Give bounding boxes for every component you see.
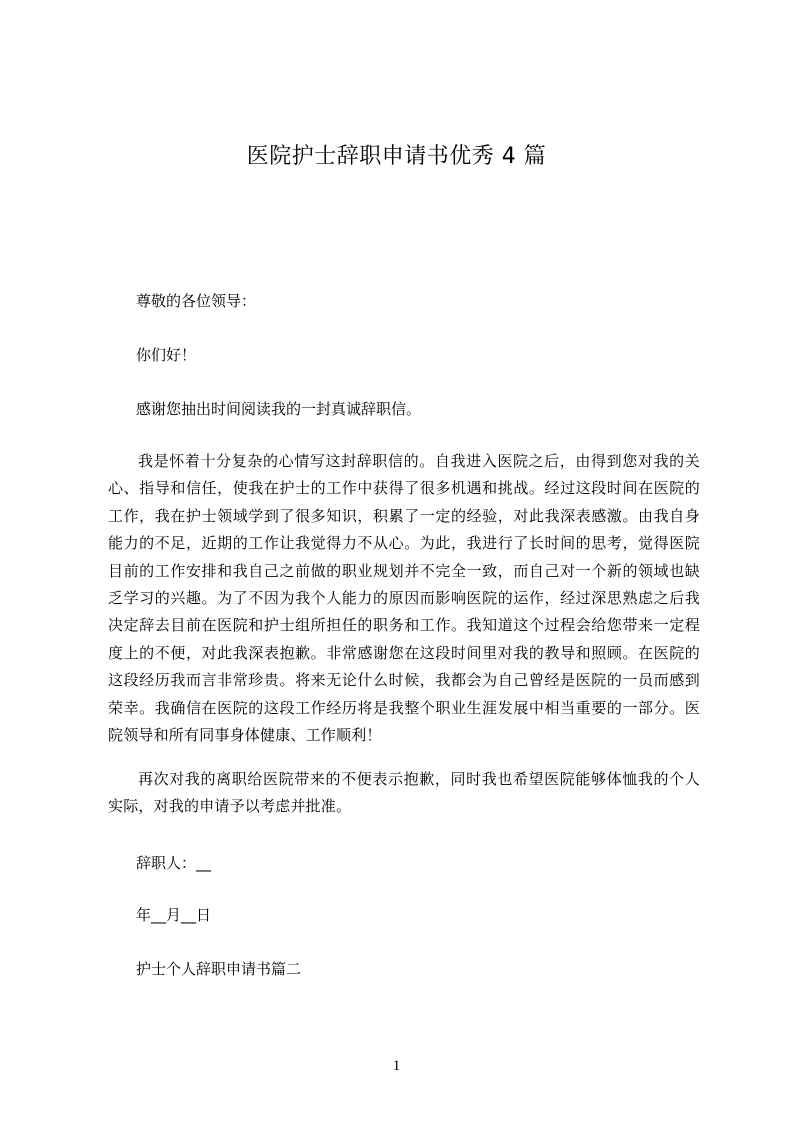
greeting: 你们好！ <box>136 346 197 364</box>
body-paragraph-1: 我是怀着十分复杂的心情写这封辞职信的。自我进入医院之后，由得到您对我的关心、指导和信任，使我在护士的工作中获得了很多机遇和挑战。经过这段时间在医院的工作，我在护士领域学到了很多知识，积累了一定的经验，对此我深表感激。由我自身能力的不足，近期的工作让我觉得力不从心。为此，我进行了长时间的思考，觉得医院目前的工作安排和我自己之前做的职业规划并不完全一致，而自己对一个新的领域也缺乏学习的兴趣。为了不因为我个人能力的原因而影响医院的运作，经过深思熟虑之后我决定辞去目前在医院和护士组所担任的职务和工作。我知道这个过程会给您带来一定程度上的不便，对此我深表抱歉。非常感谢您在这段时间里对我的教导和照顾。在医院的这段经历我而言非常珍贵。将来无论什么时候，我都会为自己曾经是医院的一员而感到荣幸。我确信在医院的这段工作经历将是我整个职业生涯发展中相当重要的一部分。医院领导和所有同事身体健康、工作顺利！ <box>108 452 700 745</box>
salutation: 尊敬的各位领导： <box>136 292 257 310</box>
next-section-title: 护士个人辞职申请书篇二 <box>136 960 302 978</box>
document-title: 医院护士辞职申请书优秀 4 篇 <box>246 144 547 169</box>
page-number: 1 <box>392 1058 401 1074</box>
signature-line: 辞职人：__ <box>136 854 212 872</box>
body-paragraph-2: 再次对我的离职给医院带来的不便表示抱歉，同时我也希望医院能够体恤我的个人实际，对我的申请予以考虑并批准。 <box>108 770 700 816</box>
intro-line: 感谢您抽出时间阅读我的一封真诚辞职信。 <box>136 400 422 418</box>
date-line: 年__月__日 <box>136 906 212 924</box>
